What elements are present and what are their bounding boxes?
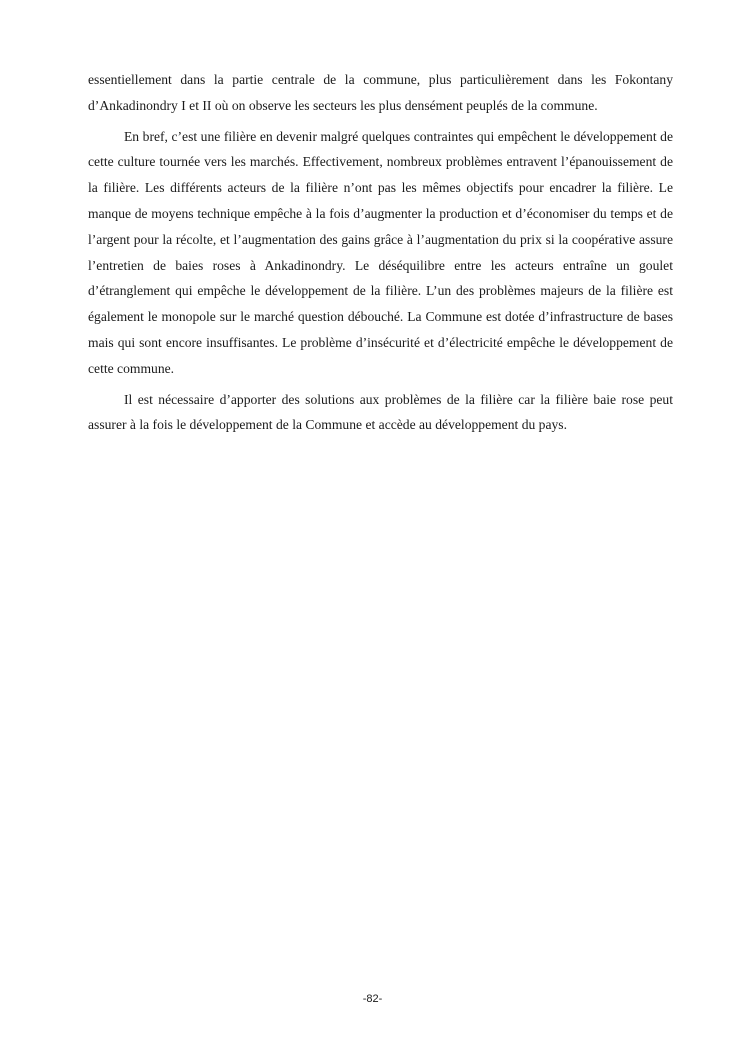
- page-number: -82-: [362, 993, 383, 1005]
- paragraph-summary: En bref, c’est une filière en devenir malgré quelques contraintes qui empêchent le développement de cette culture tournée vers les marchés. Effectivement, nombreux problèmes entravent l’épanouissement de la filière. Les différents acteurs de la filière n’ont pas les mêmes objectifs pour encadrer la filière. Le manque de moyens technique empêche à la fois d’augmenter la production et d’économiser du temps et de l’argent pour la récolte, et l’augmentation des gains grâce à l’augmentation du prix si la coopérative assure l’entretien de baies roses à Ankadinondry. Le déséquilibre entre les acteurs entraîne un goulet d’étranglement qui empêche le développement de la filière. L’un des problèmes majeurs de la filière est également le monopole sur le marché question débouché. La Commune est dotée d’infrastructure de bases mais qui sont encore insuffisantes. Le problème d’insécurité et d’électricité empêche le développement de cette commune.: [88, 128, 673, 376]
- paragraph-conclusion: Il est nécessaire d’apporter des solutions aux problèmes de la filière car la filière baie rose peut assurer à la fois le développement de la Commune et accède au développement du pays.: [88, 391, 673, 433]
- body-text: [88, 67, 673, 443]
- paragraph-continuation: essentiellement dans la partie centrale de la commune, plus particulièrement dans les Fokontany d’Ankadinondry I et II où on observe les secteurs les plus densément peuplés de la commune.: [88, 72, 673, 113]
